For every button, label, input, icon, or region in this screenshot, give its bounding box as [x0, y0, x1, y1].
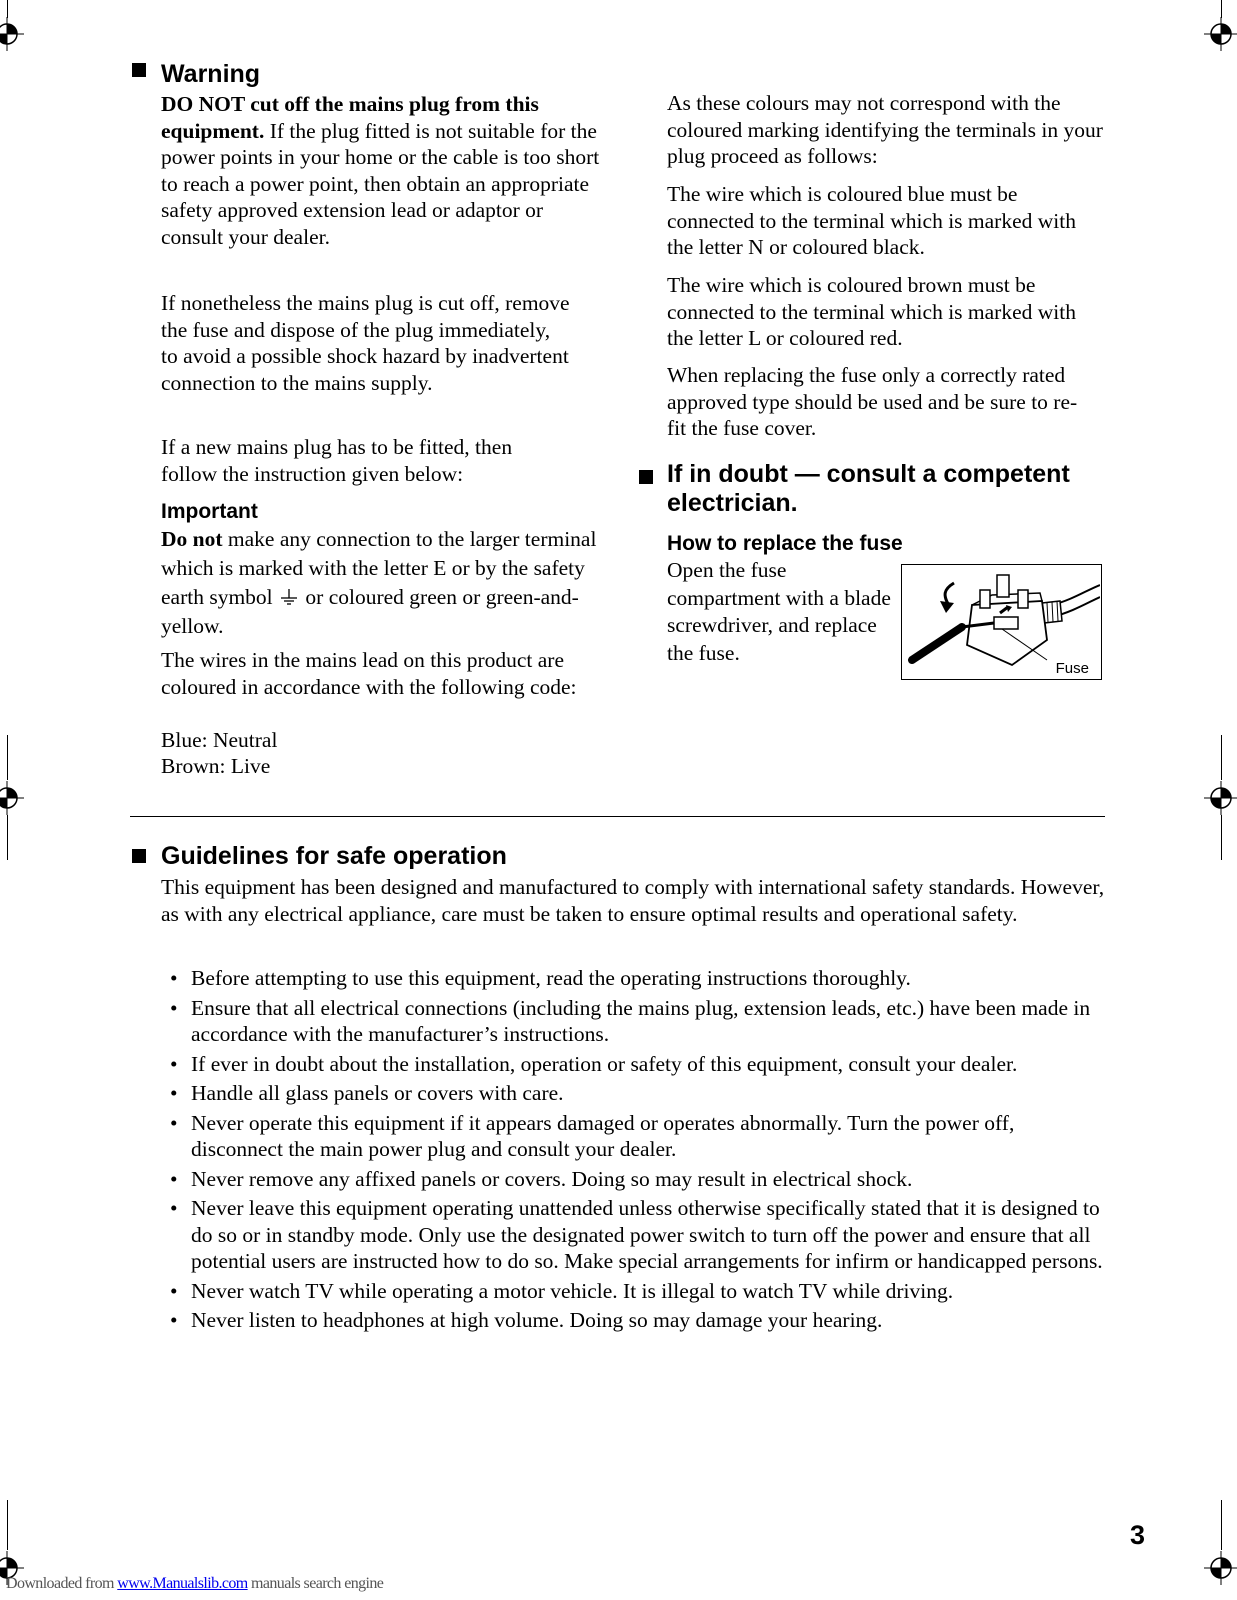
registration-mark-top-left [0, 17, 24, 51]
bullet-dot: • [170, 1081, 178, 1105]
fuse-instructions: Open the fuse compartment with a blade screwdriver, and replace the fuse. [667, 558, 891, 665]
list-item [160, 1307, 1110, 1334]
section-divider [130, 816, 1105, 817]
warning-paragraph-3: If a new mains plug has to be fitted, then follow the instruction given below: [161, 435, 513, 486]
warning-bullet-square [132, 63, 146, 77]
bullet-dot: • [170, 1278, 178, 1303]
fuse-illustration [901, 564, 1102, 680]
guidelines-intro: This equipment has been designed and manufactured to comply with international safety standards. However, as with any electrical appliance, care must be taken to ensure optimal results and operational safety. [161, 875, 1105, 926]
crop-line [7, 735, 8, 780]
list-item [160, 1278, 1110, 1305]
crop-line [1221, 735, 1222, 780]
crop-line [7, 1500, 8, 1550]
registration-mark-bottom-right [1204, 1551, 1237, 1585]
important-bold-text: Do not [161, 527, 223, 551]
list-item-text: Never remove any affixed panels or covers. Doing so may result in electrical shock. [191, 1166, 913, 1191]
registration-mark-mid-left [0, 781, 24, 815]
list-item-text: Handle all glass panels or covers with care. [191, 1081, 564, 1105]
crop-line [7, 815, 8, 860]
crop-line [7, 0, 8, 18]
list-item [160, 1080, 1110, 1107]
list-item [160, 995, 1110, 1048]
earth-symbol-icon [278, 586, 300, 606]
registration-mark-mid-right [1204, 781, 1237, 815]
warning-heading: Warning [161, 60, 261, 88]
guidelines-heading: Guidelines for safe operation [161, 842, 507, 870]
list-item-text: Ensure that all electrical connections (including the mains plug, extension leads, etc.) have been made in accordance with the manufacturer’s instructions. [191, 995, 1091, 1046]
list-item [160, 1195, 1110, 1275]
bullet-dot: • [170, 1051, 178, 1076]
download-footer [6, 1575, 383, 1593]
warning-paragraph-1-text: If the plug fitted is not suitable for the power points in your home or the cable is too short to reach a power point, then obtain an appropriate safety approved extension lead or adaptor or consult your dealer. [161, 118, 600, 249]
fuse-heading: How to replace the fuse [667, 532, 903, 555]
crop-line [1221, 0, 1222, 18]
manualslib-link[interactable]: www.Manualslib.com [117, 1575, 248, 1592]
crop-line [1221, 815, 1222, 860]
guidelines-list [160, 965, 1110, 1337]
colours-paragraph: As these colours may not correspond with the coloured marking identifying the terminals in your plug proceed as follows: [667, 91, 1103, 168]
warning-paragraph-2: If nonetheless the mains plug is cut off, remove the fuse and dispose of the plug immediately, to avoid a possible shock hazard by inadvertent connection to the mains supply. [161, 291, 570, 395]
bullet-dot: • [170, 995, 178, 1020]
bullet-dot: • [170, 1110, 178, 1135]
list-item-text: Never leave this equipment operating unattended unless otherwise specifically stated that it is designed to do so or in standby mode. Only use the designated power switch to turn off the power and ensure that all potential users are instructed how to do so. Make special arrangements for infirm or handicapped persons. [191, 1196, 1103, 1273]
doubt-bullet-square [639, 470, 653, 484]
list-item [160, 1166, 1110, 1193]
crop-line [1221, 1500, 1222, 1550]
list-item [160, 965, 1110, 992]
warning-bold-text: DO NOT cut off the mains plug from this equipment. [161, 92, 539, 143]
page-number: 3 [1130, 1520, 1146, 1550]
list-item [160, 1051, 1110, 1078]
warning-paragraph-1 [161, 91, 601, 250]
important-paragraph [161, 525, 601, 641]
bullet-dot: • [170, 1308, 178, 1332]
wire-code-blue: Blue: Neutral [161, 728, 278, 752]
bullet-dot: • [170, 1166, 178, 1191]
list-item [160, 1110, 1110, 1163]
important-text-b: or coloured green or green-and-yellow. [161, 585, 579, 638]
important-heading: Important [161, 500, 258, 523]
list-item-text: If ever in doubt about the installation, operation or safety of this equipment, consult your dealer. [191, 1051, 1018, 1076]
wire-code-brown: Brown: Live [161, 754, 271, 778]
brown-wire-paragraph: The wire which is coloured brown must be connected to the terminal which is marked with the letter L or coloured red. [667, 273, 1076, 350]
bullet-dot: • [170, 966, 178, 990]
list-item-text: Never listen to headphones at high volume. Doing so may damage your hearing. [191, 1308, 883, 1332]
guidelines-bullet-square [132, 849, 146, 863]
list-item-text: Before attempting to use this equipment, read the operating instructions thoroughly. [191, 966, 911, 990]
list-item-text: Never operate this equipment if it appears damaged or operates abnormally. Turn the power off, disconnect the main power plug and consult your dealer. [191, 1110, 1015, 1161]
blue-wire-paragraph: The wire which is coloured blue must be connected to the terminal which is marked with the letter N or coloured black. [667, 182, 1076, 259]
footer-suffix: manuals search engine [247, 1575, 384, 1592]
list-item-text: Never watch TV while operating a motor vehicle. It is illegal to watch TV while driving. [191, 1278, 954, 1303]
footer-prefix: Downloaded from [6, 1575, 118, 1592]
registration-mark-top-right [1204, 17, 1237, 51]
important-text-a: make any connection to the larger terminal which is marked with the letter E or by the safety earth symbol [161, 527, 597, 609]
fuse-replacing-paragraph: When replacing the fuse only a correctly rated approved type should be used and be sure to re-fit the fuse cover. [667, 363, 1078, 440]
wire-code-paragraph: The wires in the mains lead on this product are coloured in accordance with the following code: [161, 648, 577, 699]
doubt-heading: If in doubt — consult a competent electrician. [667, 460, 1070, 517]
bullet-dot: • [170, 1196, 178, 1220]
fuse-label: Fuse [1055, 660, 1089, 677]
